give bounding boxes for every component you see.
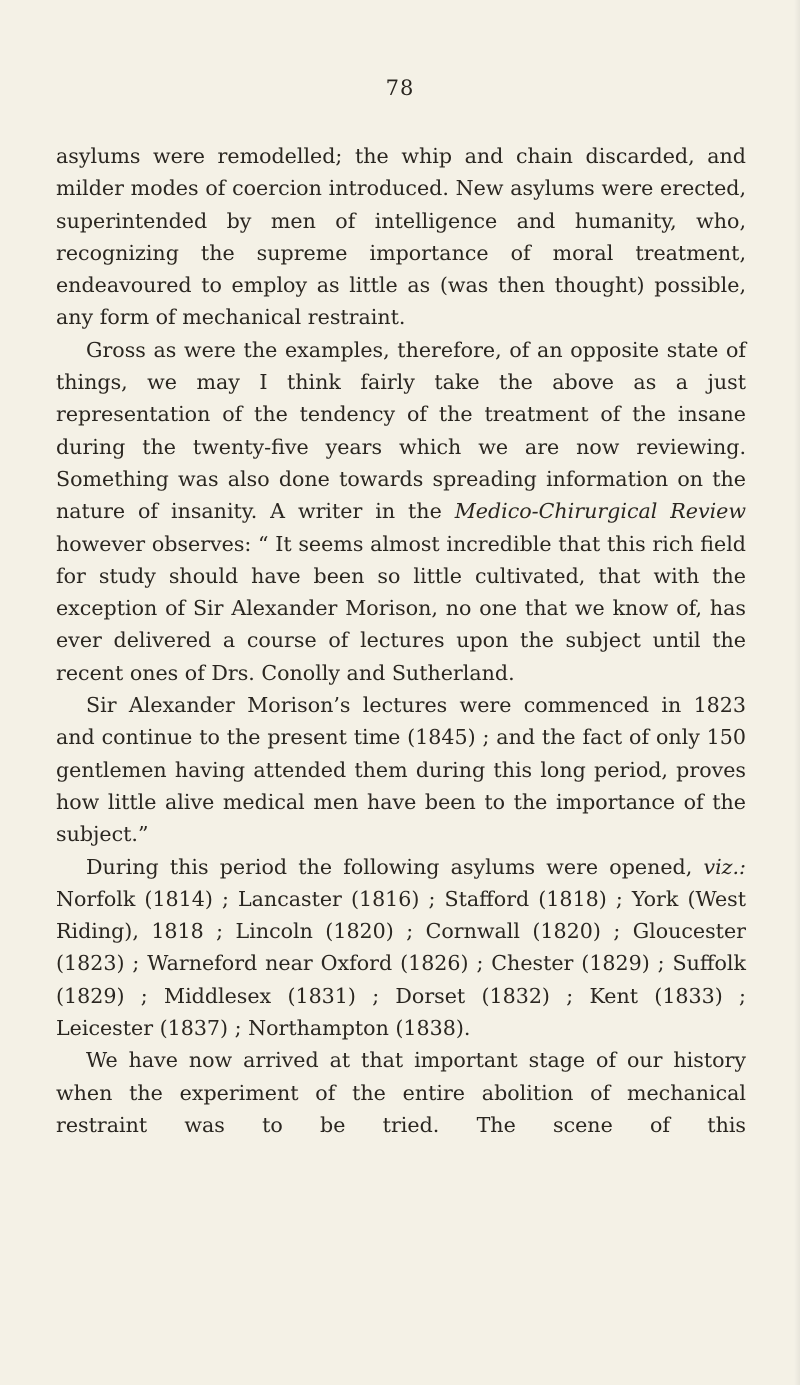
- paragraph-gross-examples: [56, 334, 746, 689]
- paragraph-asylums-remodelled: [56, 140, 746, 334]
- text-segment: We have now arrived at that important stage of our history when the experiment of the entire abolition of mechanical restraint was to be tried. The scene of this: [56, 1048, 746, 1137]
- paragraph-morison-lectures: [56, 689, 746, 850]
- page-edge-shadow: [794, 0, 800, 1385]
- page-number: 78: [385, 76, 415, 100]
- viz-abbreviation: viz.:: [703, 854, 746, 879]
- text-segment: Gross as were the examples, therefore, of an opposite state of things, we may I think fairly take the above as a just representation of the tendency of the treatment of the insane during the twenty-five years which we are now reviewing. Something was also done towards spreading information on the nature of insanity. A writer in the: [56, 337, 746, 524]
- text-segment: During this period the following asylums were opened,: [86, 854, 704, 879]
- paragraph-asylums-opened: [56, 851, 746, 1045]
- journal-title: Medico-Chirurgical Review: [454, 499, 746, 524]
- text-segment: asylums were remodelled; the whip and chain discarded, and milder modes of coercion introduced. New asylums were erected, superintended by men of intelligence and humanity, who, recognizing the supreme importance of moral treatment, endeavoured to employ as little as (was then thought) possible, any form of mechanical restraint.: [56, 144, 746, 330]
- body-text: [56, 140, 746, 1141]
- paragraph-important-stage: [56, 1044, 746, 1141]
- text-segment: Norfolk (1814) ; Lancaster (1816) ; Stafford (1818) ; York (West Riding), 1818 ; Lincoln (1820) ; Cornwall (1820) ; Gloucester (1823) ; Warneford near Oxford (1826) ; Chester (1829) ; Suffolk (1829) ; Middlesex (1831) ; Dorset (1832) ; Kent (1833) ; Leicester (1837) ; Northampton (1838).: [56, 886, 746, 1041]
- text-segment: Sir Alexander Morison’s lectures were commenced in 1823 and continue to the present time (1845) ; and the fact of only 150 gentlemen having attended them during this long period, proves how little alive medical men have been to the importance of the subject.”: [56, 693, 746, 847]
- text-segment: however observes: “ It seems almost incredible that this rich field for study should have been so little cultivated, that with the exception of Sir Alexander Morison, no one that we know of, has ever delivered a course of lectures upon the subject until the recent ones of Drs. Conolly and Sutherland.: [56, 531, 746, 685]
